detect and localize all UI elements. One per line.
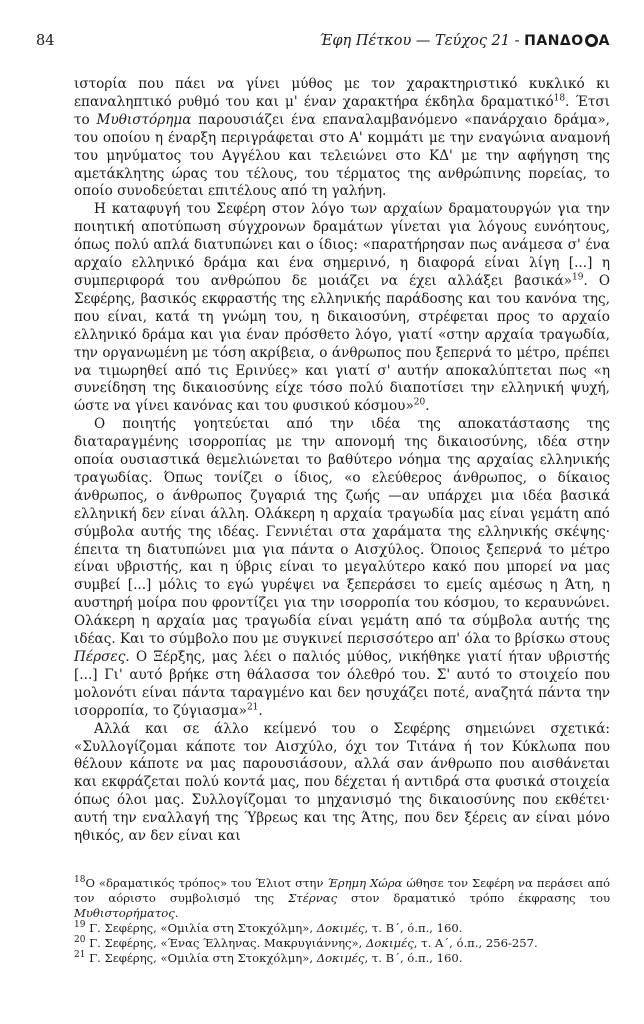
paragraph: [74, 201, 610, 416]
italic-title: Μυθιστόρημα: [96, 111, 192, 128]
text-run: παρουσιάζει ένα επαναλαμβανόμενο «πανάρχαιο δράμα», του οποίου η έναρξη περιγράφεται στο Α' κομμάτι με την εναγώνια αναμονή του μηνύματος του Αγγέλου και τελειώνει στο ΚΔ' με την αφήγηση της αμετάκλητης ώρας του τέλους, του τέρματος της ανθρώπινης πορείας, το οποίο συνοδεύεται επιτέλους από τη γαλήνη.: [74, 111, 610, 200]
text-run: .: [425, 398, 430, 415]
header-issue: Τεύχος 21: [435, 33, 511, 49]
footnote: [74, 921, 610, 936]
italic-title: Μυθιστορήματος: [74, 906, 175, 920]
text-run: .: [258, 702, 263, 719]
text-run: Αλλά και σε άλλο κείμενό του ο Σεφέρης σημειώνει σχετικά: «Συλλογίζομαι κάποτε τον Αισχύλο, όχι τον Τιτάνα ή τον Κύκλωπα που θέλουν κάποτε να μας παρουσιάσουν, αλλά σαν άνθρωπο που αισθάνεται και εκφράζεται πολύ κοντά μας, που δέχεται ή αντιδρά στα φυσικά στοιχεία όπως όλοι μας. Συλλογίζομαι το μηχανισμό της δικαιοσύνης που εκθέτει· αυτή την εναλλαγή της Ύβρεως και της Άτης, που δεν ξέρεις αν είναι μόνο ηθικός, αν δεν είναι και: [74, 720, 610, 845]
footnotes: [74, 876, 610, 966]
main-text: [74, 76, 610, 846]
logo-text-right: Α: [598, 33, 610, 49]
text-run: Γ. Σεφέρης, «Ένας Έλληνας. Μακρυγιάννης»,: [85, 936, 367, 950]
text-run: στον δραματικό τρόπο έκφρασης του: [337, 891, 610, 905]
footnote: [74, 876, 610, 921]
text-run: Η καταφυγή του Σεφέρη στον λόγο των αρχαίων δραματουργών για την ποιητική αποτύπωση σύγχρονων δραμάτων γίνεται για λόγους ευνόητους, όπως πολύ απλά διατυπώνει και ο ίδιος: «παρατήρησαν πως ανάμεσα σ' ένα αρχαίο ελληνικό δράμα και ένα σημερινό, η διαφορά είναι λίγη [...] η συμπεριφορά του ανθρώπου δε μοιάζει να έχει αλλάξει βασικά»: [74, 201, 610, 289]
paragraph: [74, 416, 610, 720]
italic-title: Στέρνας: [288, 891, 338, 905]
text-run: ώθησε τον Σεφέρη να περάσει από τον αόριστο συμβολισμό της: [74, 876, 610, 905]
header-dash: -: [510, 33, 525, 49]
journal-logo: [524, 33, 610, 49]
italic-title: Πέρσες: [74, 649, 126, 665]
footnote-marker: 19: [571, 272, 584, 283]
paragraph: [74, 76, 610, 201]
text-run: . Έτσι το: [74, 93, 610, 128]
text-run: , τ. Β΄, ό.π., 160.: [364, 921, 463, 935]
text-run: Ο ποιητής γοητεύεται από την ιδέα της αποκατάστασης της διαταραγμένης ισορροπίας με την απονομή της δικαιοσύνης, ιδέα στην οποία ουσιαστικά θεμελιώνεται το βαθύτερο νόημα της αρχαίας ελληνικής τραγωδίας. Όπως τονίζει ο ίδιος, «ο ελεύθερος άνθρωπος, ο δίκαιος άνθρωπος, ο άνθρωπος ζυγαριά της ζωής —αν υπάρχει μια ιδέα βασικά ελληνική δεν είναι άλλη. Ολάκερη η αρχαία τραγωδία μας είναι γεμάτη από σύμβολα αυτής της ιδέας. Γεννιέται στα χαράματα της ελληνικής σκέψης· έπειτα τη διατυπώνει μια για πάντα ο Αισχύλος. Όποιος ξεπερνά το μέτρο είναι υβριστής, και η ύβρις είναι το μεγαλύτερο κακό που μπορεί να μας συμβεί [...] μόλις το εγώ γυρέψει να ξεπεράσει το εμείς αμέσως η Άτη, η αυστηρή μοίρα που φροντίζει για την ισορροπία του κόσμου, το κεραυνώνει. Ολάκερη η αρχαία μας τραγωδία είναι γεμάτη από τα σύμβολα αυτής της ιδέας. Και το σύμβολο που με συγκινεί περισσότερο απ' όλα το βρίσκω στους: [74, 416, 610, 648]
footnote: [74, 936, 610, 951]
text-run: .: [174, 906, 179, 920]
circle-logo-icon: [585, 34, 598, 47]
footnote: [74, 951, 610, 966]
italic-title: Δοκιμές: [366, 936, 414, 950]
footnote-marker: 18: [553, 93, 566, 104]
text-run: . Ο Ξέρξης, μας λέει ο παλιός μύθος, νικήθηκε γιατί ήταν υβριστής [...] Γι' αυτό βρήκε στη θάλασσα τον όλεθρό του. Σ' αυτό το στοιχείο που μολονότι είναι πάντα ταραγμένο και δεν ησυχάζει ποτέ, αναζητά πάντα την ισορροπία, το ζύγιασμα»: [74, 649, 610, 719]
paragraph: [74, 721, 610, 846]
footnote-marker: 21: [74, 950, 86, 961]
logo-text-left: ΠΑΝΔΟ: [524, 33, 584, 49]
text-run: , τ. Α΄, ό.π., 256-257.: [413, 936, 538, 950]
footnote-marker: 18: [74, 875, 86, 886]
page-number: 84: [36, 33, 55, 49]
text-run: Γ. Σεφέρης, «Ομιλία στη Στοκχόλμη»,: [85, 921, 317, 935]
footnote-marker: 20: [413, 397, 426, 408]
text-run: , τ. Β΄, ό.π., 160.: [364, 951, 463, 965]
header-separator: —: [411, 33, 436, 49]
italic-title: Δοκιμές: [316, 921, 365, 935]
text-run: Γ. Σεφέρης, «Ομιλία στη Στοκχόλμη»,: [85, 951, 317, 965]
text-run: Ο «δραματικός τρόπος» του Έλιοτ στην: [85, 876, 328, 890]
header-author: Έφη Πέτκου: [319, 33, 412, 49]
text-run: . Ο Σεφέρης, βασικός εκφραστής της ελληνικής παράδοσης και του κανόνα της, που είναι, κατά τη γνώμη του, η δικαιοσύνη, στρέφεται προς το αρχαίο ελληνικό δράμα και για έναν πρόσθετο λόγο, γιατί «στην αρχαία τραγωδία, την οργανωμένη με τόση ακρίβεια, ο άνθρωπος που ξεπερνά το μέτρο, πρέπει να τιμωρηθεί από τις Ερινύες» και γιατί σ' αυτήν αποκαλύπτεται πως «η συνείδηση της δικαιοσύνης είχε τόσο πολύ διαποτίσει την ελληνική ψυχή, ώστε να γίνει κανόνας και του φυσικού κόσμου»: [74, 272, 610, 415]
italic-title: Δοκιμές: [316, 951, 365, 965]
footnote-marker: 20: [74, 935, 86, 946]
text-run: ιστορία που πάει να γίνει μύθος με τον χαρακτηριστικό κυκλικό κι επαναληπτικό ρυθμό του και μ' έναν χαρακτήρα έκδηλα δραματικό: [74, 76, 610, 110]
running-title: [319, 30, 610, 52]
running-header: [36, 30, 610, 52]
footnote-marker: 21: [246, 702, 259, 713]
footnote-marker: 19: [74, 920, 86, 931]
italic-title: Έρημη Χώρα: [327, 876, 403, 890]
